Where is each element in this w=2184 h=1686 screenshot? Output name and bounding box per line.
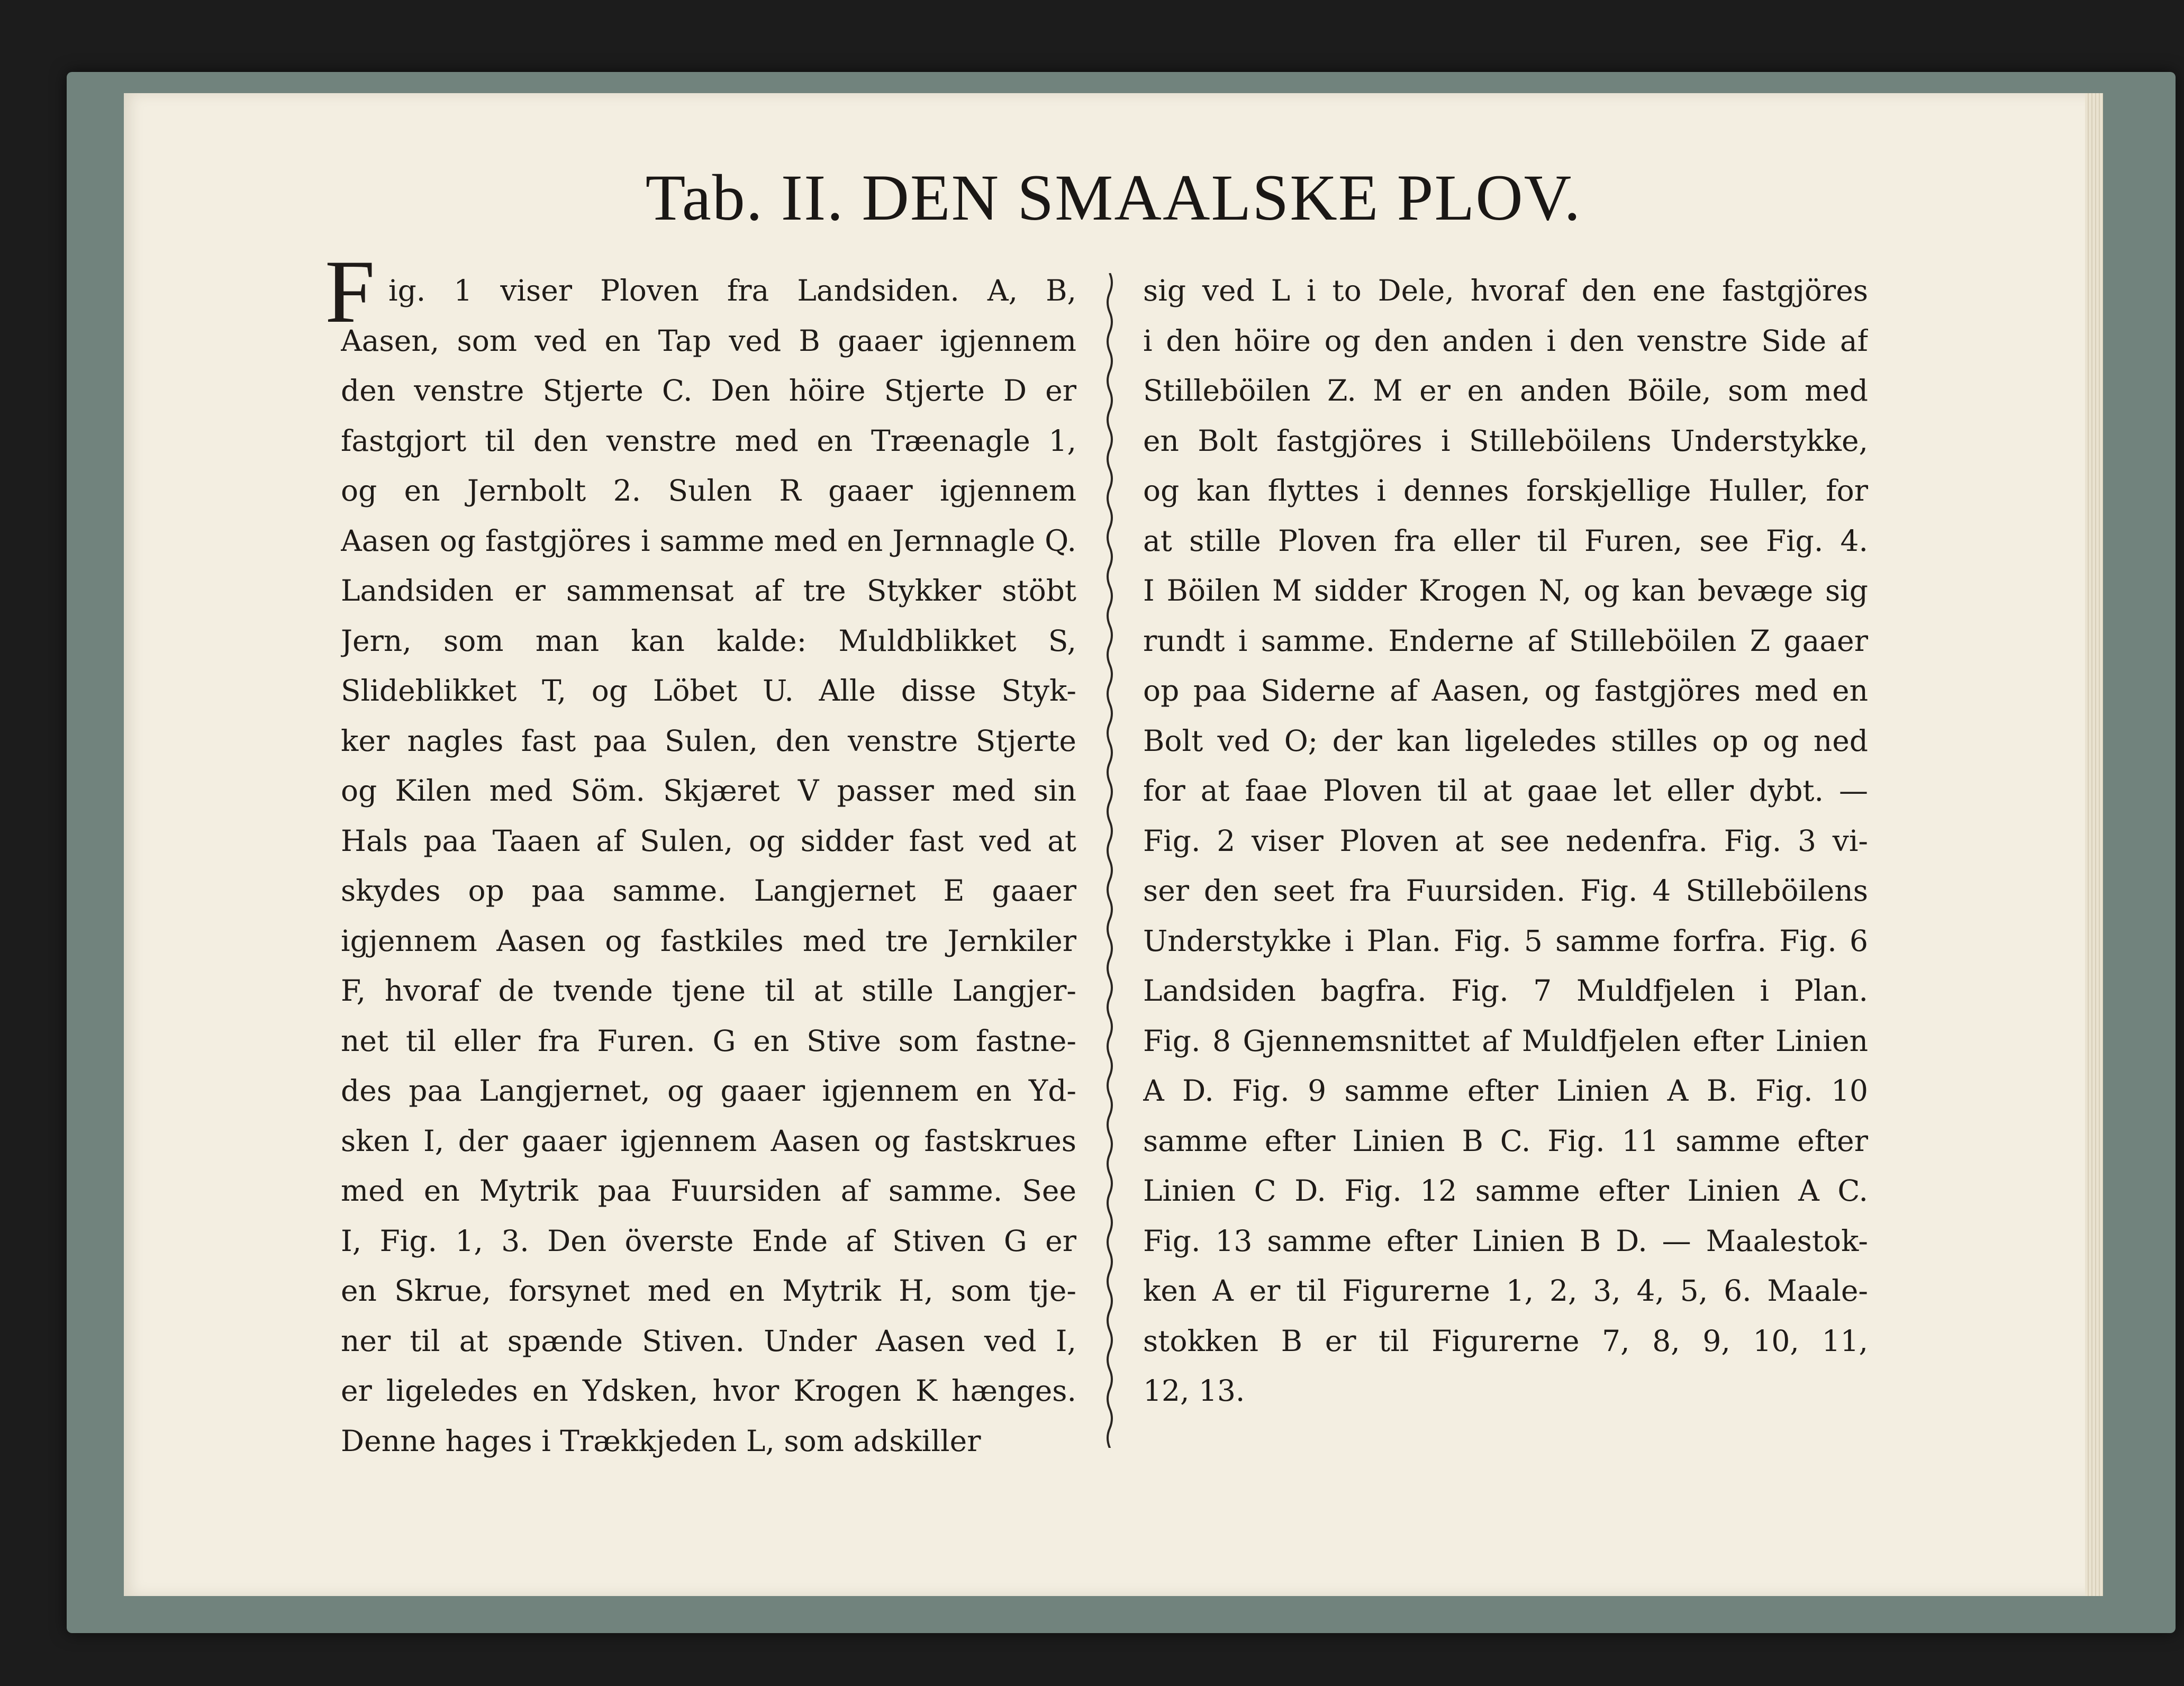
text-line: Fig. 8 Gjennemsnittet af Muldfjelen efter Linien (1143, 1023, 1868, 1058)
text-line: ser den seet fra Fuursiden. Fig. 4 Stilleböilens (1143, 874, 1868, 908)
text-line: igjennem Aasen og fastkiles med tre Jernkiler (341, 923, 1076, 958)
text-line: Hals paa Taaen af Sulen, og sidder fast ved at (341, 823, 1076, 858)
text-line: sken I, der gaaer igjennem Aasen og fastskrues (341, 1123, 1076, 1158)
text-line: Slideblikket T, og Löbet U. Alle disse Styk- (341, 674, 1076, 708)
text-line: Fig. 13 samme efter Linien B D. — Maalestok- (1143, 1223, 1868, 1258)
text-line: sig ved L i to Dele, hvoraf den ene fastgjöres (1143, 274, 1868, 307)
text-line: og kan flyttes i dennes forskjellige Huller, for (1143, 474, 1868, 507)
left-column (341, 266, 1076, 1466)
page-title: Tab. II. DEN SMAALSKE PLOV. (645, 161, 1582, 234)
text-line: Landsiden er sammensat af tre Stykker stöbt (341, 574, 1076, 608)
text-line: samme efter Linien B C. Fig. 11 samme efter (1143, 1123, 1868, 1158)
right-column (1143, 266, 1868, 1416)
text-line: F, hvoraf de tvende tjene til at stille Langjer- (341, 974, 1076, 1008)
text-line: at stille Ploven fra eller til Furen, see Fig. 4. (1143, 523, 1868, 558)
text-line: Landsiden bagfra. Fig. 7 Muldfjelen i Plan. (1143, 974, 1868, 1008)
text-line: I Böilen M sidder Krogen N, og kan bevæge sig (1143, 574, 1868, 608)
text-line: den venstre Stjerte C. Den höire Stjerte D er (341, 374, 1076, 407)
text-line: og en Jernbolt 2. Sulen R gaaer igjennem (341, 474, 1076, 507)
text-line: med en Mytrik paa Fuursiden af samme. See (341, 1174, 1076, 1208)
page (124, 93, 2103, 1596)
text-line: A D. Fig. 9 samme efter Linien A B. Fig. 10 (1143, 1074, 1868, 1108)
text-line: stokken B er til Figurerne 7, 8, 9, 10, 11, (1143, 1324, 1868, 1358)
text-line: Linien C D. Fig. 12 samme efter Linien A C. (1143, 1174, 1868, 1208)
text-line: rundt i samme. Enderne af Stilleböilen Z gaaer (1143, 623, 1868, 658)
drop-cap: F (325, 242, 375, 341)
text-line: I, Fig. 1, 3. Den överste Ende af Stiven G er (341, 1223, 1076, 1258)
text-line: ken A er til Figurerne 1, 2, 3, 4, 5, 6. Maale- (1143, 1274, 1868, 1308)
text-line: Aasen, som ved en Tap ved B gaaer igjennem (341, 323, 1076, 358)
text-line: Stilleböilen Z. M er en anden Böile, som med (1143, 374, 1868, 407)
text-line: Denne hages i Trækkjeden L, som adskiller (341, 1424, 981, 1458)
text-line: ker nagles fast paa Sulen, den venstre Stjerte (341, 723, 1076, 758)
text-line: og Kilen med Söm. Skjæret V passer med sin (341, 774, 1076, 808)
text-line: Jern, som man kan kalde: Muldblikket S, (341, 623, 1076, 658)
text-line: i den höire og den anden i den venstre Side af (1143, 323, 1868, 358)
text-line: Understykke i Plan. Fig. 5 samme forfra. Fig. 6 (1143, 923, 1868, 958)
text-line: Bolt ved O; der kan ligeledes stilles op og ned (1143, 723, 1868, 758)
text-line: skydes op paa samme. Langjernet E gaaer (341, 874, 1076, 908)
text-line: ig. 1 viser Ploven fra Landsiden. A, B, (388, 274, 1076, 307)
text-line: 12, 13. (1143, 1374, 1245, 1408)
column-divider (1104, 273, 1115, 1448)
text-line: Aasen og fastgjöres i samme med en Jernnagle Q. (341, 523, 1076, 558)
text-line: fastgjort til den venstre med en Træenagle 1, (341, 423, 1076, 458)
text-line: en Bolt fastgjöres i Stilleböilens Understykke, (1143, 423, 1868, 458)
text-line: net til eller fra Furen. G en Stive som fastne- (341, 1023, 1076, 1058)
text-line: for at faae Ploven til at gaae let eller dybt. — (1143, 774, 1868, 808)
text-line: Fig. 2 viser Ploven at see nedenfra. Fig. 3 vi- (1143, 823, 1868, 858)
page-edge (2085, 93, 2103, 1596)
text-line: op paa Siderne af Aasen, og fastgjöres med en (1143, 674, 1868, 708)
text-line: er ligeledes en Ydsken, hvor Krogen K hænges. (341, 1374, 1076, 1408)
text-line: des paa Langjernet, og gaaer igjennem en Yd- (341, 1074, 1076, 1108)
text-line: en Skrue, forsynet med en Mytrik H, som tje- (341, 1274, 1076, 1308)
text-line: ner til at spænde Stiven. Under Aasen ved I, (341, 1324, 1076, 1358)
